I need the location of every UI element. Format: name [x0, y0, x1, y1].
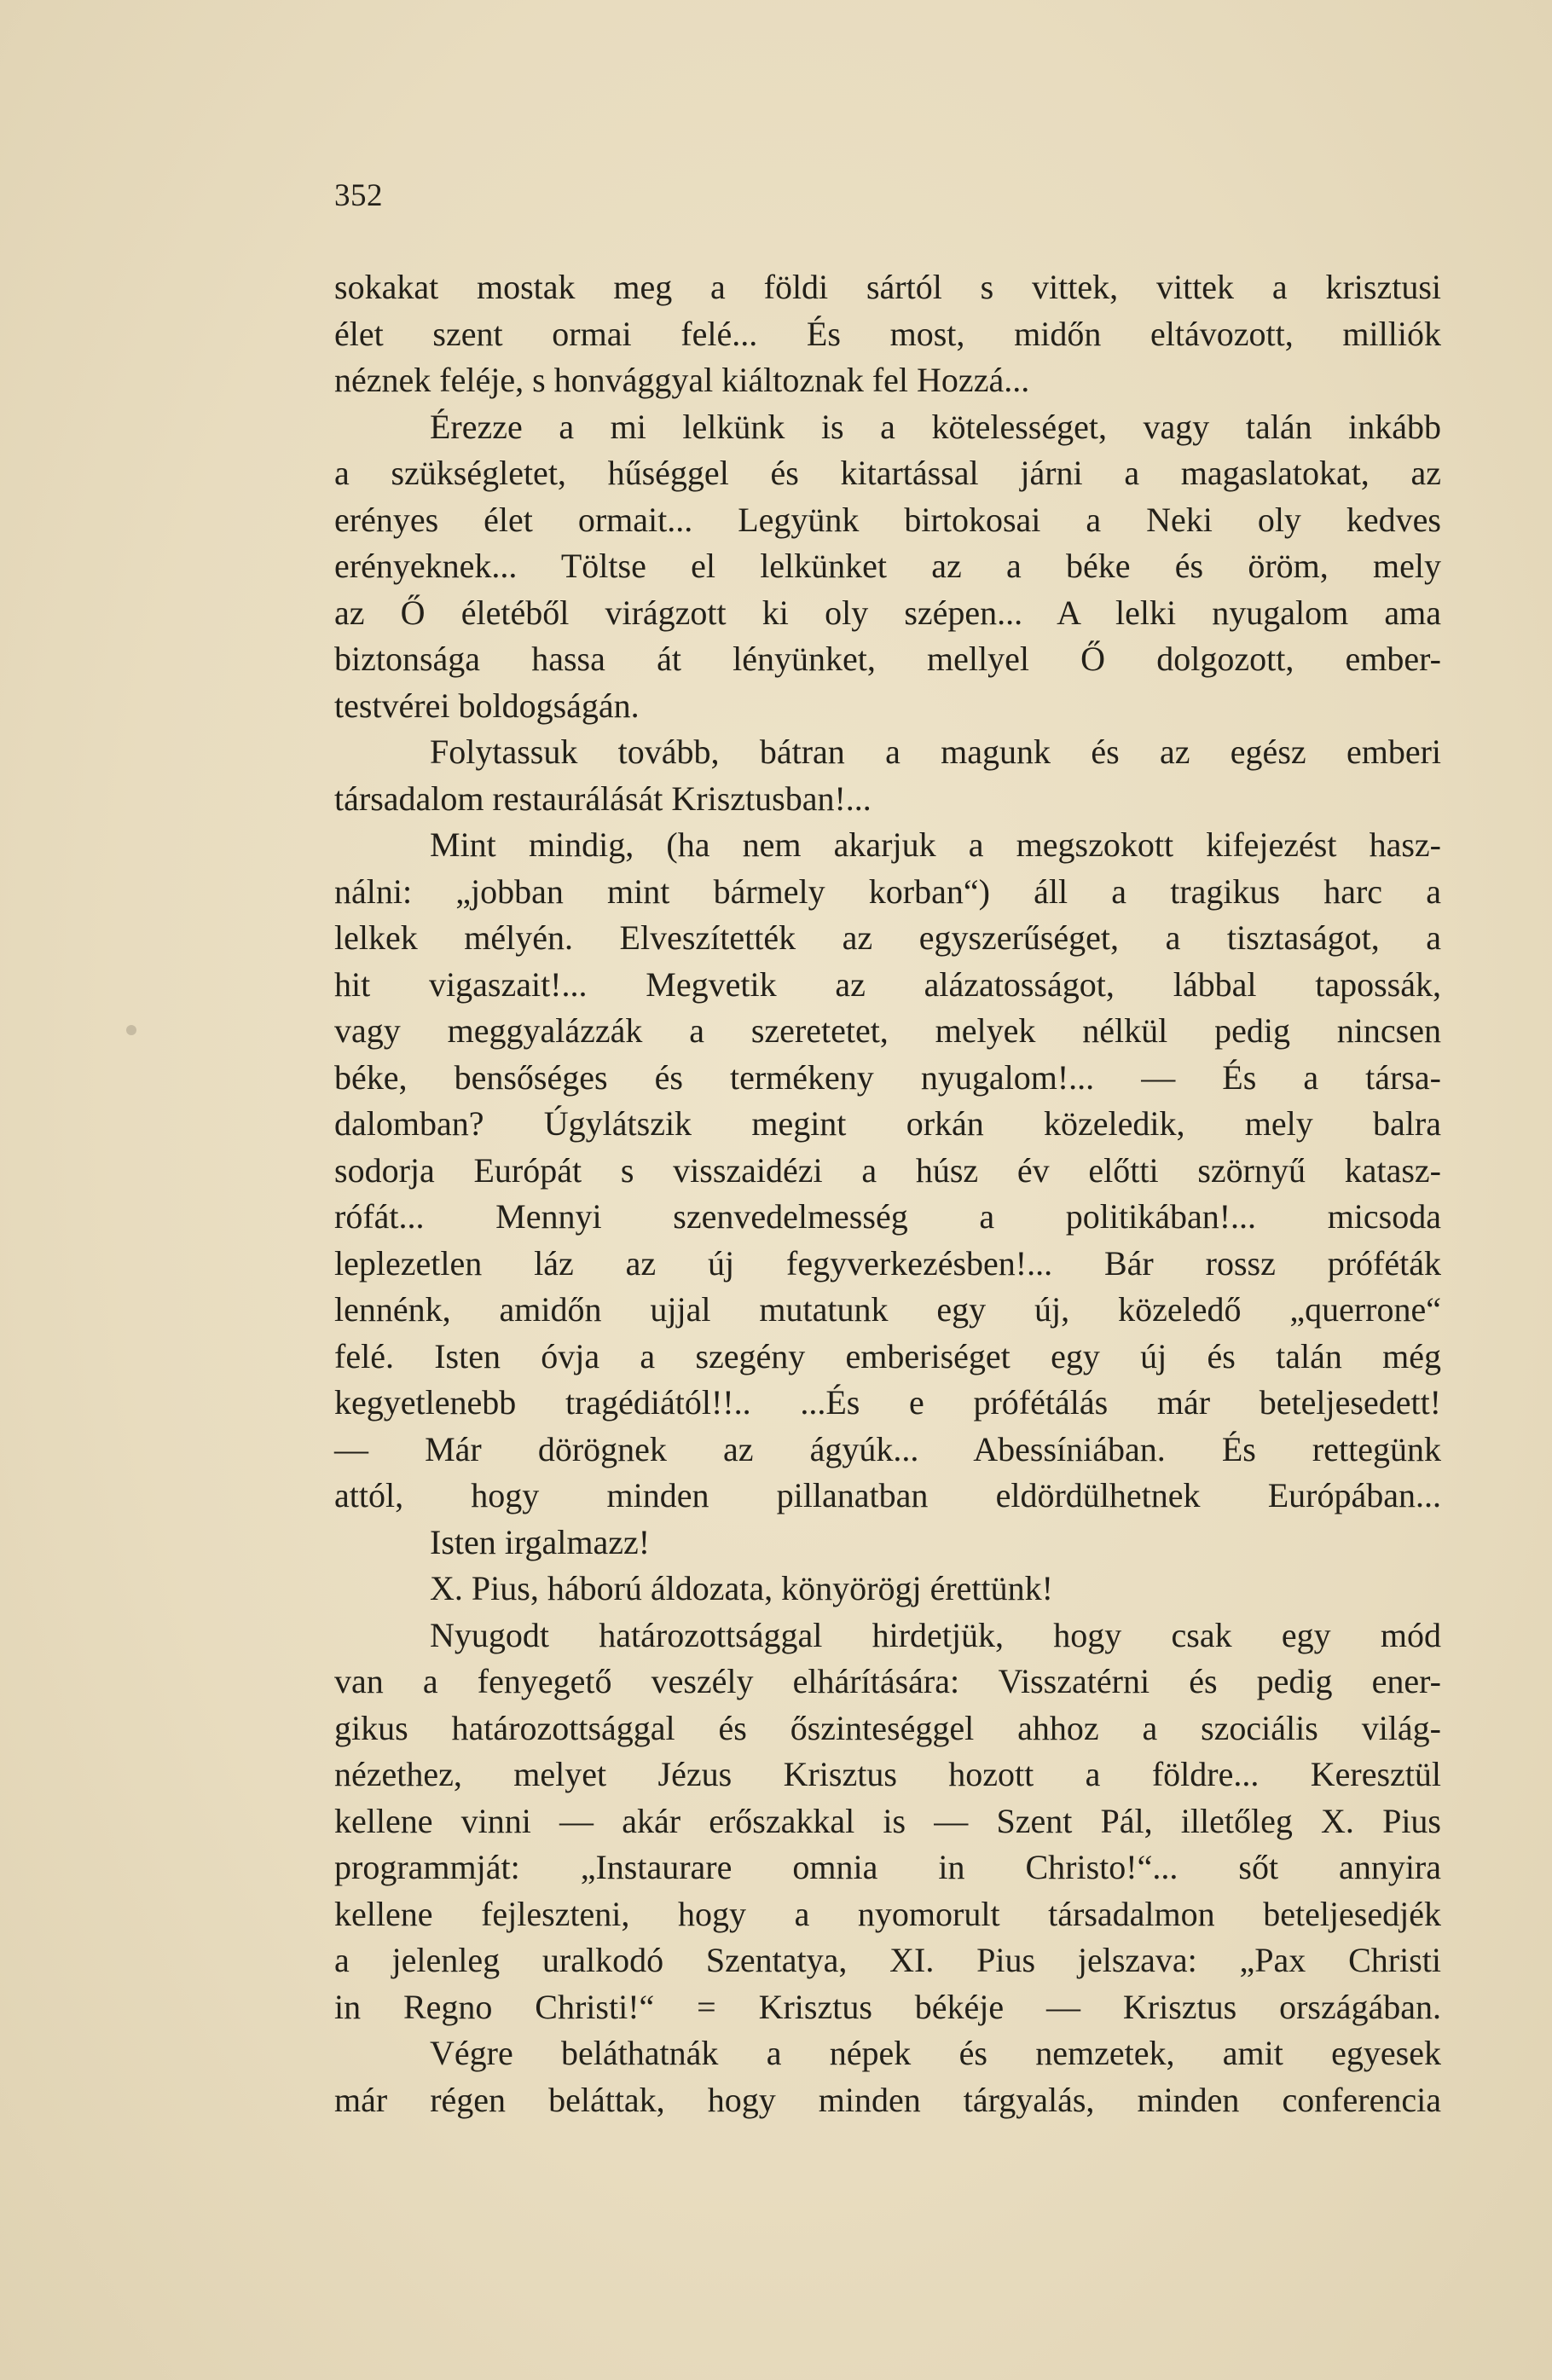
- text-line: hit vigaszait!... Megvetik az alázatosságot, lábbal tapossák,: [334, 964, 1441, 1004]
- text-line: X. Pius, háború áldozata, könyörögj érettünk!: [430, 1569, 1053, 1607]
- text-line: az Ő életéből virágzott ki oly szépen... A lelki nyugalom ama: [334, 593, 1441, 632]
- text-line: erényes élet ormait... Legyünk birtokosai a Neki oly kedves: [334, 500, 1441, 539]
- text-line: néznek feléje, s honvággyal kiáltoznak fel Hozzá...: [334, 361, 1030, 399]
- text-line: testvérei boldogságán.: [334, 686, 640, 725]
- text-line: sokakat mostak meg a földi sártól s vittek, vittek a krisztusi: [334, 268, 1441, 306]
- text-line: vagy meggyalázzák a szeretetet, melyek nélkül pedig nincsen: [334, 1011, 1441, 1050]
- text-line: a jelenleg uralkodó Szentatya, XI. Pius jelszava: „Pax Christi: [334, 1941, 1441, 1979]
- text-line: attól, hogy minden pillanatban eldördülhetnek Európában...: [334, 1476, 1441, 1514]
- text-line: béke, bensőséges és termékeny nyugalom!... — És a társa-: [334, 1057, 1441, 1097]
- text-line: nézethez, melyet Jézus Krisztus hozott a földre... Keresztül: [334, 1755, 1441, 1793]
- text-line: rófát... Mennyi szenvedelmesség a politikában!... micsoda: [334, 1197, 1441, 1236]
- page-number: 352: [334, 178, 383, 213]
- text-line: Folytassuk tovább, bátran a magunk és az egész emberi: [430, 733, 1441, 771]
- text-line: lelkek mélyén. Elveszítették az egyszerűséget, a tisztaságot, a: [334, 918, 1441, 957]
- text-line: Nyugodt határozottsággal hirdetjük, hogy csak egy mód: [430, 1615, 1441, 1654]
- text-line: kellene fejleszteni, hogy a nyomorult társadalmon beteljesedjék: [334, 1894, 1441, 1933]
- text-line: in Regno Christi!“ = Krisztus békéje — Krisztus országában.: [334, 1987, 1441, 2026]
- text-line: Érezze a mi lelkünk is a kötelességet, vagy talán inkább: [430, 407, 1441, 446]
- text-line: sodorja Európát s visszaidézi a húsz év előtti szörnyű katasz-: [334, 1150, 1441, 1190]
- text-line: társadalom restaurálását Krisztusban!...: [334, 779, 872, 818]
- text-line: van a fenyegető veszély elhárítására: Visszatérni és pedig ener-: [334, 1662, 1441, 1700]
- paper-blemish: [126, 1025, 136, 1035]
- text-line: Végre beláthatnák a népek és nemzetek, amit egyesek: [430, 2034, 1441, 2072]
- text-line: biztonsága hassa át lényünket, mellyel Ő dolgozott, ember-: [334, 640, 1441, 678]
- text-line: — Már dörögnek az ágyúk... Abessíniában. És rettegünk: [334, 1429, 1441, 1468]
- text-line: Mint mindig, (ha nem akarjuk a megszokott kifejezést hasz-: [430, 825, 1441, 864]
- text-line: nálni: „jobban mint bármely korban“) áll a tragikus harc a: [334, 872, 1441, 911]
- text-line: dalomban? Úgylátszik megint orkán közeledik, mely balra: [334, 1104, 1441, 1143]
- text-line: leplezetlen láz az új fegyverkezésben!... Bár rossz próféták: [334, 1243, 1441, 1283]
- text-line: élet szent ormai felé... És most, midőn eltávozott, milliók: [334, 314, 1441, 353]
- body-text: [334, 264, 1441, 2123]
- text-line: kellene vinni — akár erőszakkal is — Szent Pál, illetőleg X. Pius: [334, 1801, 1441, 1840]
- text-line: Isten irgalmazz!: [430, 1522, 651, 1561]
- text-line: lennénk, amidőn ujjal mutatunk egy új, közeledő „querrone“: [334, 1290, 1441, 1329]
- text-line: programmját: „Instaurare omnia in Christo!“... sőt annyira: [334, 1848, 1441, 1886]
- text-line: a szükségletet, hűséggel és kitartással járni a magaslatokat, az: [334, 454, 1441, 492]
- text-line: felé. Isten óvja a szegény emberiséget egy új és talán még: [334, 1336, 1441, 1375]
- text-line: erényeknek... Töltse el lelkünket az a béke és öröm, mely: [334, 547, 1441, 585]
- text-line: már régen beláttak, hogy minden tárgyalás, minden conferencia: [334, 2080, 1441, 2119]
- text-line: gikus határozottsággal és őszinteséggel ahhoz a szociális világ-: [334, 1708, 1441, 1747]
- text-line: kegyetlenebb tragédiától!!.. ...És e prófétálás már beteljesedett!: [334, 1383, 1441, 1422]
